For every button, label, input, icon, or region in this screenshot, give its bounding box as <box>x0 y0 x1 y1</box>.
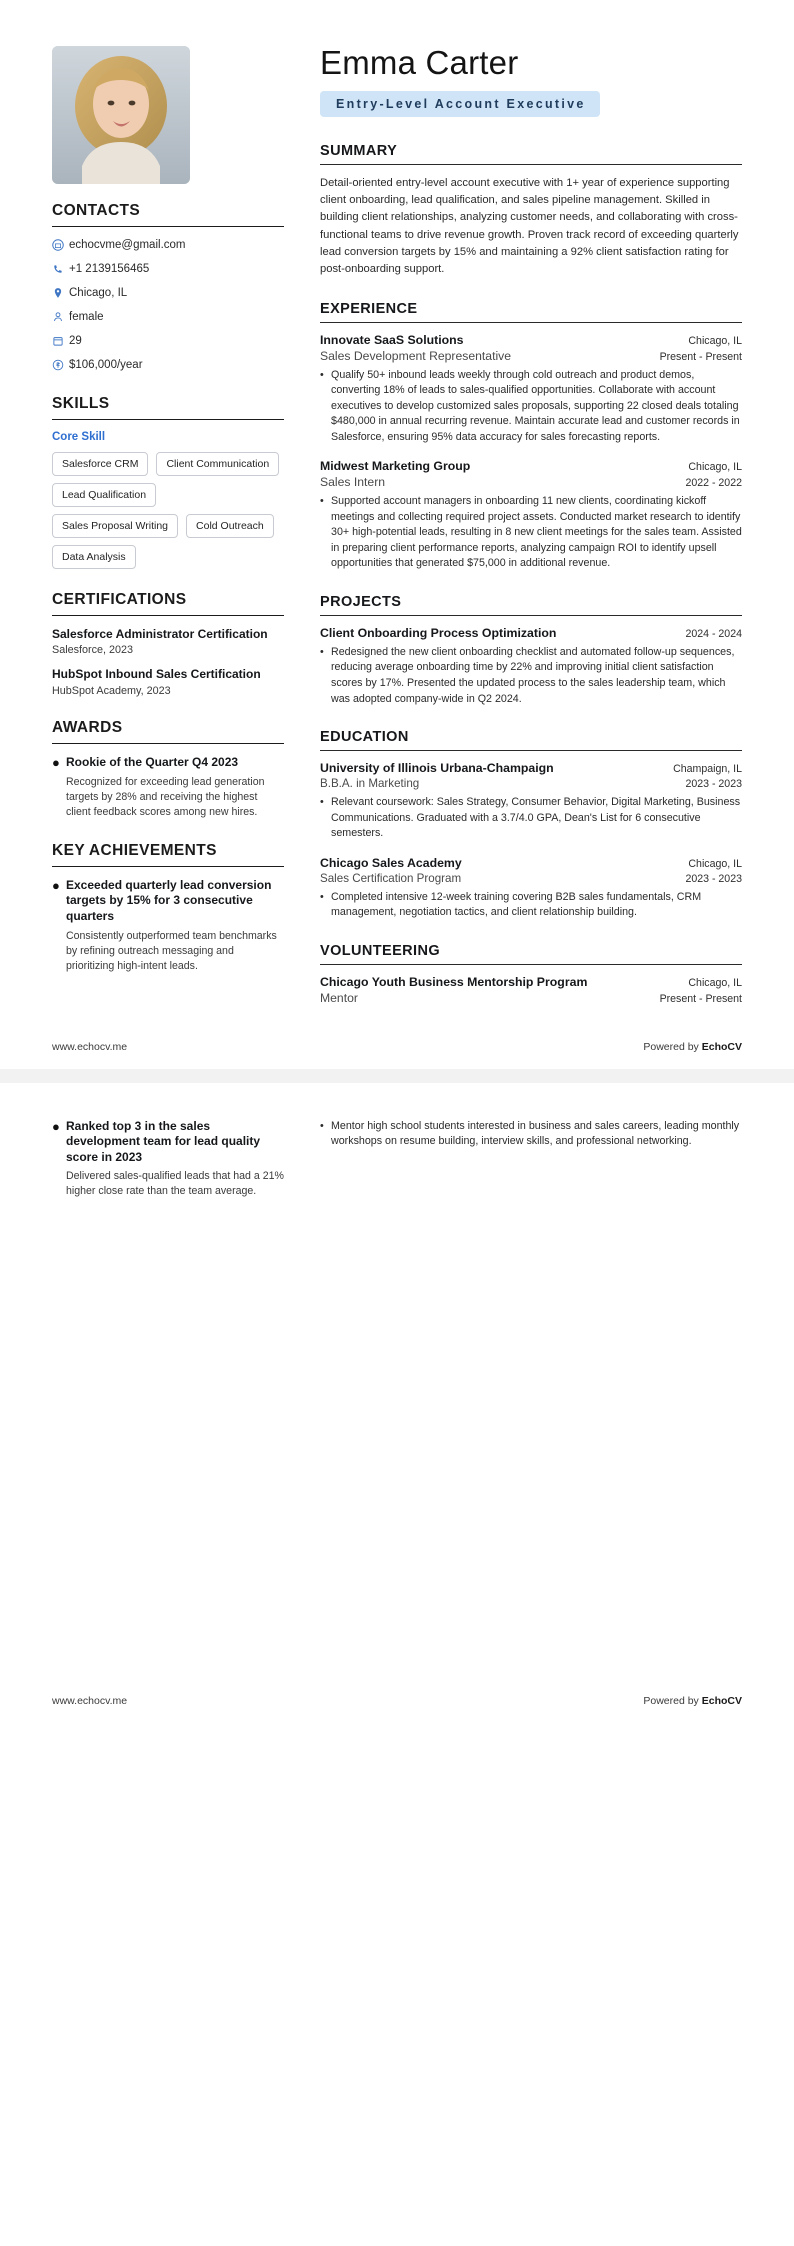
volunteering-role: Mentor <box>320 990 358 1005</box>
bullet-text: Mentor high school students interested in business and sales careers, leading monthly workshops on resume building, interview skills, and professional networking. <box>331 1119 740 1148</box>
contact-phone[interactable] <box>52 262 284 277</box>
bullet-text: Relevant coursework: Sales Strategy, Consumer Behavior, Digital Marketing, Business Communications. Graduated with a 3.7/4.0 GPA, Dean's List for 6 consecutive semesters. <box>331 796 741 840</box>
education-location: Champaign, IL <box>673 763 742 776</box>
experience-bullets <box>320 494 742 572</box>
skill-chip: Salesforce CRM <box>52 452 148 476</box>
footer-powered-by <box>643 1041 742 1053</box>
achievement-item <box>52 878 284 974</box>
skill-chip: Cold Outreach <box>186 514 274 538</box>
contact-gender <box>52 310 284 325</box>
list-item <box>320 368 742 446</box>
bullet-icon: • <box>320 890 324 903</box>
award-description: Recognized for exceeding lead generation targets by 28% and receiving the highest client feedback scores among new hires. <box>66 775 265 818</box>
experience-bullets <box>320 368 742 446</box>
page-break <box>0 1069 794 1083</box>
footer-powered-prefix: Powered by <box>643 1040 702 1053</box>
award-item <box>52 755 284 820</box>
education-entry <box>320 761 742 842</box>
volunteering-dates: Present - Present <box>659 992 742 1005</box>
summary-heading: SUMMARY <box>320 142 398 159</box>
summary-text: Detail-oriented entry-level account executive with 1+ year of experience supporting client onboarding, lead qualification, and sales pipeline management. Skilled in building client relationships, analyzing customer needs, and collaborating with cross-functional teams to drive revenue growth. Proven track record of exceeding quarterly lead conversion targets by 15% and maintaining a 92% client satisfaction rating for post-onboarding support. <box>320 176 739 276</box>
contact-email[interactable] <box>52 238 284 253</box>
main-content-continued <box>310 1119 742 1153</box>
contacts-heading: CONTACTS <box>52 202 141 219</box>
experience-dates: 2022 - 2022 <box>685 477 742 490</box>
experience-entry <box>320 333 742 446</box>
bullet-icon: • <box>320 796 324 809</box>
achievement-title: Ranked top 3 in the sales development team for lead quality score in 2023 <box>66 1118 261 1164</box>
project-bullets <box>320 645 742 707</box>
experience-company: Innovate SaaS Solutions <box>320 332 464 347</box>
page-title: Emma Carter <box>320 44 519 81</box>
experience-heading: EXPERIENCE <box>320 300 418 317</box>
education-location: Chicago, IL <box>688 857 742 870</box>
bullet-icon: • <box>320 645 324 658</box>
divider <box>320 750 742 751</box>
bullet-text: Qualify 50+ inbound leads weekly through cold outreach and product demos, converting 18% of leads to sales-qualified opportunities. Collaborate with account executives to develop customized sales proposals, supporting 22 closed deals totaling $480,000 in annual recurring revenue. Maintain accurate lead and customer records in Salesforce, ensuring 95% data accuracy for sales forecasting reports. <box>331 368 740 443</box>
email-icon <box>52 239 69 251</box>
list-item <box>320 494 742 572</box>
volunteering-entry <box>320 975 742 1005</box>
education-school: University of Illinois Urbana-Champaign <box>320 761 554 776</box>
list-item <box>320 645 742 707</box>
achievement-description: Delivered sales-qualified leads that had a 21% higher close rate than the team average. <box>66 1170 284 1198</box>
skills-heading: SKILLS <box>52 394 110 412</box>
contacts-section <box>52 202 284 373</box>
certifications-section <box>52 591 284 697</box>
projects-heading: PROJECTS <box>320 593 402 610</box>
bullet-icon: • <box>320 1119 324 1132</box>
experience-company: Midwest Marketing Group <box>320 459 471 474</box>
divider <box>320 964 742 965</box>
skill-chip: Client Communication <box>156 452 279 476</box>
achievement-item <box>52 1119 284 1200</box>
projects-section <box>320 594 742 707</box>
footer-url[interactable]: www.echocv.me <box>52 1040 128 1053</box>
footer-powered-by <box>643 1695 742 1707</box>
divider <box>320 164 742 165</box>
person-icon <box>52 311 69 323</box>
key-achievements-heading: KEY ACHIEVEMENTS <box>52 841 217 859</box>
volunteering-location: Chicago, IL <box>688 976 742 989</box>
contact-salary <box>52 358 284 373</box>
certification-name: HubSpot Inbound Sales Certification <box>52 667 261 682</box>
award-title: Rookie of the Quarter Q4 2023 <box>66 755 239 770</box>
bullet-icon: ● <box>52 755 60 771</box>
contact-gender-value: female <box>69 310 104 323</box>
footer-url[interactable]: www.echocv.me <box>52 1695 128 1708</box>
bullet-text: Supported account managers in onboarding 11 new clients, coordinating kickoff meetings and collecting required project assets. Conducted market research to identify 30+ high-potential leads, resulting in 8 new client meetings for the sales team. Assisted in preparing client performance reports, analyzing campaign ROI to identify upsell opportunities that generated $75,000 in additional revenue. <box>331 495 742 570</box>
awards-section <box>52 719 284 820</box>
awards-heading: AWARDS <box>52 719 123 737</box>
achievement-title: Exceeded quarterly lead conversion targets by 15% for 3 consecutive quarters <box>66 877 272 923</box>
avatar <box>52 46 190 184</box>
list-item <box>320 795 742 842</box>
project-dates: 2024 - 2024 <box>685 627 742 640</box>
divider <box>52 743 284 744</box>
experience-role: Sales Intern <box>320 475 386 490</box>
divider <box>52 866 284 867</box>
certification-name: Salesforce Administrator Certification <box>52 626 268 641</box>
education-dates: 2023 - 2023 <box>685 778 742 791</box>
contact-phone-value: +1 2139156465 <box>69 262 150 275</box>
contact-salary-value: $106,000/year <box>69 358 143 371</box>
bullet-icon: • <box>320 368 324 381</box>
bullet-icon: ● <box>52 877 60 893</box>
certification-item <box>52 627 284 657</box>
skill-chip: Data Analysis <box>52 545 136 569</box>
experience-location: Chicago, IL <box>688 334 742 347</box>
education-heading: EDUCATION <box>320 729 409 746</box>
key-achievements-section <box>52 842 284 974</box>
experience-entry <box>320 459 742 572</box>
skills-group-title: Core Skill <box>52 430 106 443</box>
experience-dates: Present - Present <box>659 350 742 363</box>
contact-location[interactable] <box>52 286 284 301</box>
divider <box>320 322 742 323</box>
divider <box>52 419 284 420</box>
summary-section <box>320 143 742 279</box>
project-entry <box>320 626 742 707</box>
volunteering-org: Chicago Youth Business Mentorship Program <box>320 974 588 989</box>
footer-page-2 <box>52 1681 742 1723</box>
education-bullets <box>320 890 742 921</box>
resume-sheet-1 <box>0 0 794 1069</box>
contact-age <box>52 334 284 349</box>
contact-email-value: echocvme@gmail.com <box>69 239 186 251</box>
footer-brand-name: EchoCV <box>701 1695 742 1708</box>
volunteering-heading: VOLUNTEERING <box>320 942 440 959</box>
sidebar <box>52 46 310 996</box>
divider <box>320 615 742 616</box>
contact-age-value: 29 <box>69 334 82 347</box>
list-item <box>320 1119 742 1150</box>
salary-icon <box>52 359 69 371</box>
volunteering-bullets <box>320 1119 742 1150</box>
avatar-image <box>52 46 190 184</box>
calendar-icon <box>52 335 69 347</box>
education-section <box>320 729 742 921</box>
education-entry <box>320 856 742 921</box>
phone-icon <box>52 263 69 275</box>
list-item <box>320 890 742 921</box>
bullet-text: Redesigned the new client onboarding checklist and automated follow-up sequences, reducing average onboarding time by 22% and improving initial client satisfaction scores by 17%. Presented the updated process to the sales leadership team, which was adopted company-wide in Q2 2024. <box>331 645 735 705</box>
experience-role: Sales Development Representative <box>320 348 512 363</box>
divider <box>52 226 284 227</box>
bullet-icon: ● <box>52 1118 60 1134</box>
certifications-heading: CERTIFICATIONS <box>52 590 187 608</box>
skill-chip: Lead Qualification <box>52 483 156 507</box>
resume-sheet-2 <box>0 1083 794 1819</box>
sidebar-continued <box>52 1119 310 1212</box>
bullet-text: Completed intensive 12-week training covering B2B sales fundamentals, CRM management, negotiation tactics, and client relationship building. <box>331 890 702 919</box>
job-title-badge: Entry-Level Account Executive <box>320 91 600 117</box>
experience-location: Chicago, IL <box>688 461 742 474</box>
skills-section <box>52 395 284 569</box>
certification-issuer: Salesforce, 2023 <box>52 644 134 657</box>
page-whitespace <box>52 1211 742 1681</box>
footer-page-1 <box>52 1027 742 1069</box>
volunteering-section <box>320 943 742 1005</box>
experience-section <box>320 301 742 572</box>
skill-chip: Sales Proposal Writing <box>52 514 178 538</box>
certification-item <box>52 667 284 697</box>
footer-brand-name: EchoCV <box>701 1040 742 1053</box>
bullet-icon: • <box>320 495 324 508</box>
divider <box>52 615 284 616</box>
education-bullets <box>320 795 742 842</box>
location-icon <box>52 287 69 299</box>
education-dates: 2023 - 2023 <box>685 872 742 885</box>
contact-location-value: Chicago, IL <box>69 286 128 299</box>
footer-powered-prefix: Powered by <box>643 1695 702 1708</box>
skill-chip-list <box>52 452 284 569</box>
achievement-description: Consistently outperformed team benchmarks by refining outreach messaging and prioritizing high-intent leads. <box>66 929 277 972</box>
education-school: Chicago Sales Academy <box>320 855 462 870</box>
certification-issuer: HubSpot Academy, 2023 <box>52 685 171 698</box>
education-degree: B.B.A. in Marketing <box>320 777 420 791</box>
main-content <box>310 46 742 1027</box>
education-degree: Sales Certification Program <box>320 871 462 885</box>
project-name: Client Onboarding Process Optimization <box>320 625 557 640</box>
